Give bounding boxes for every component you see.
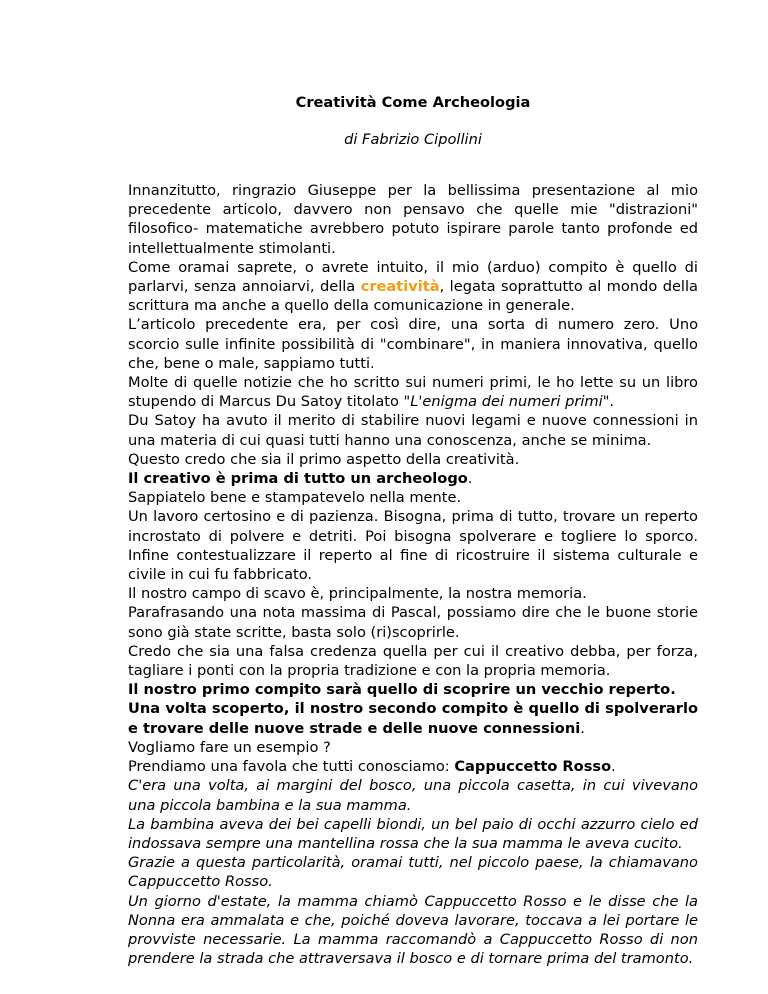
paragraph — [128, 411, 698, 449]
text-run: Come oramai saprete, o avrete intuito, il mio (arduo) compito è quello di parlarvi, senza annoiarvi, della — [128, 258, 698, 296]
text-run: Molte di quelle notizie che ho scritto sui numeri primi, le ho lette su un libro stupendo di Marcus Du Satoy titolato " — [128, 374, 698, 411]
text-run: Parafrasando una nota massima di Pascal, possiamo dire che le buone storie sono già state scritte, basta solo (ri)scoprirle. — [128, 604, 698, 641]
text-run: Credo che sia una falsa credenza quella per cui il creativo debba, per forza, tagliare i ponti con la propria tradizione e con la propria memoria. — [128, 642, 698, 680]
text-run: Sappiatelo bene e stampatevelo nella mente. — [128, 489, 462, 507]
document-title: Creatività Come Archeologia — [295, 94, 531, 111]
paragraph — [128, 258, 698, 316]
text-run: Innanzitutto, ringrazio Giuseppe per la bellissima presentazione al mio precedente articolo, davvero non pensavo che quelle mie "distrazioni" filosofico- matematiche avrebbero potuto ispirare parole tanto profonde ed intellettualmente stimolanti. — [128, 182, 698, 257]
author-byline: di Fabrizio Cipollini — [344, 131, 482, 148]
paragraph — [128, 315, 698, 373]
paragraph — [128, 680, 698, 699]
paragraph — [128, 181, 698, 258]
italic-text: La bambina aveva dei bei capelli biondi, un bel paio di occhi azzurro cielo ed indossava sempre una mantellina rossa che la sua mamma le aveva cucito. — [128, 815, 698, 852]
text-run: , legata soprattutto al mondo della scrittura ma anche a quello della comunicazione in generale. — [128, 278, 698, 315]
paragraph — [128, 738, 698, 757]
paragraph — [128, 469, 698, 488]
paragraph — [128, 892, 698, 969]
bold-text: Il nostro primo compito sarà quello di scoprire un vecchio reperto. — [128, 681, 676, 699]
italic-text: Grazie a questa particolarità, oramai tutti, nel piccolo paese, la chiamavano Cappuccetto Rosso. — [128, 854, 698, 891]
text-run: Prendiamo una favola che tutti conosciamo: — [128, 758, 455, 776]
text-run: Du Satoy ha avuto il merito di stabilire nuovi legami e nuove connessioni in una materia di cui quasi tutti hanno una conoscenza, anche se minima. — [128, 412, 698, 449]
text-run: Un lavoro certosino e di pazienza. Bisogna, prima di tutto, trovare un reperto incrostato di polvere e detriti. Poi bisogna spolverare e togliere lo sporco. Infine contestualizzare il reperto al fine di ricostruire il sistema culturale e civile in cui fu fabbricato. — [128, 508, 698, 584]
bold-text: Una volta scoperto, il nostro secondo compito è quello di spolverarlo e trovare delle nuove strade e delle nuove connessioni — [128, 700, 698, 737]
text-run: . — [467, 470, 473, 488]
text-run: ". — [602, 393, 615, 411]
text-run: Il nostro campo di scavo è, principalmente, la nostra memoria. — [128, 585, 587, 603]
bold-text: Il creativo è prima di tutto un archeologo — [128, 470, 468, 488]
paragraph — [128, 853, 698, 891]
italic-text: C'era una volta, ai margini del bosco, una piccola casetta, in cui vivevano una piccola bambina e la sua mamma. — [128, 777, 698, 814]
paragraph — [128, 450, 698, 469]
article-body — [128, 181, 698, 968]
text-run: Questo credo che sia il primo aspetto della creatività. — [128, 450, 520, 468]
text-run: . — [580, 719, 585, 737]
paragraph — [128, 488, 698, 507]
paragraph — [128, 603, 698, 641]
paragraph — [128, 815, 698, 853]
text-run: Vogliamo fare un esempio ? — [128, 738, 331, 756]
bold-text: Cappuccetto Rosso — [454, 758, 612, 776]
paragraph — [128, 507, 698, 584]
text-run: L’articolo precedente era, per così dire, una sorta di numero zero. Uno scorcio sulle infinite possibilità di "combinare", in maniera innovativa, quello che, bene o male, sappiamo tutti. — [128, 316, 698, 372]
paragraph — [128, 584, 698, 603]
paragraph — [128, 757, 698, 776]
italic-text: L'enigma dei numeri primi — [410, 393, 603, 411]
paragraph — [128, 642, 698, 680]
highlighted-keyword: creatività — [360, 278, 440, 296]
paragraph — [128, 699, 698, 737]
paragraph — [128, 373, 698, 411]
italic-text: Un giorno d'estate, la mamma chiamò Cappuccetto Rosso e le disse che la Nonna era ammalata e che, poiché doveva lavorare, toccava a lei portare le provviste necessarie. La mamma raccomandò a Cappuccetto Rosso di non prendere la strada che attraversava il bosco e di tornare prima del tramonto. — [128, 892, 698, 968]
paragraph — [128, 776, 698, 814]
text-run: . — [611, 758, 616, 776]
